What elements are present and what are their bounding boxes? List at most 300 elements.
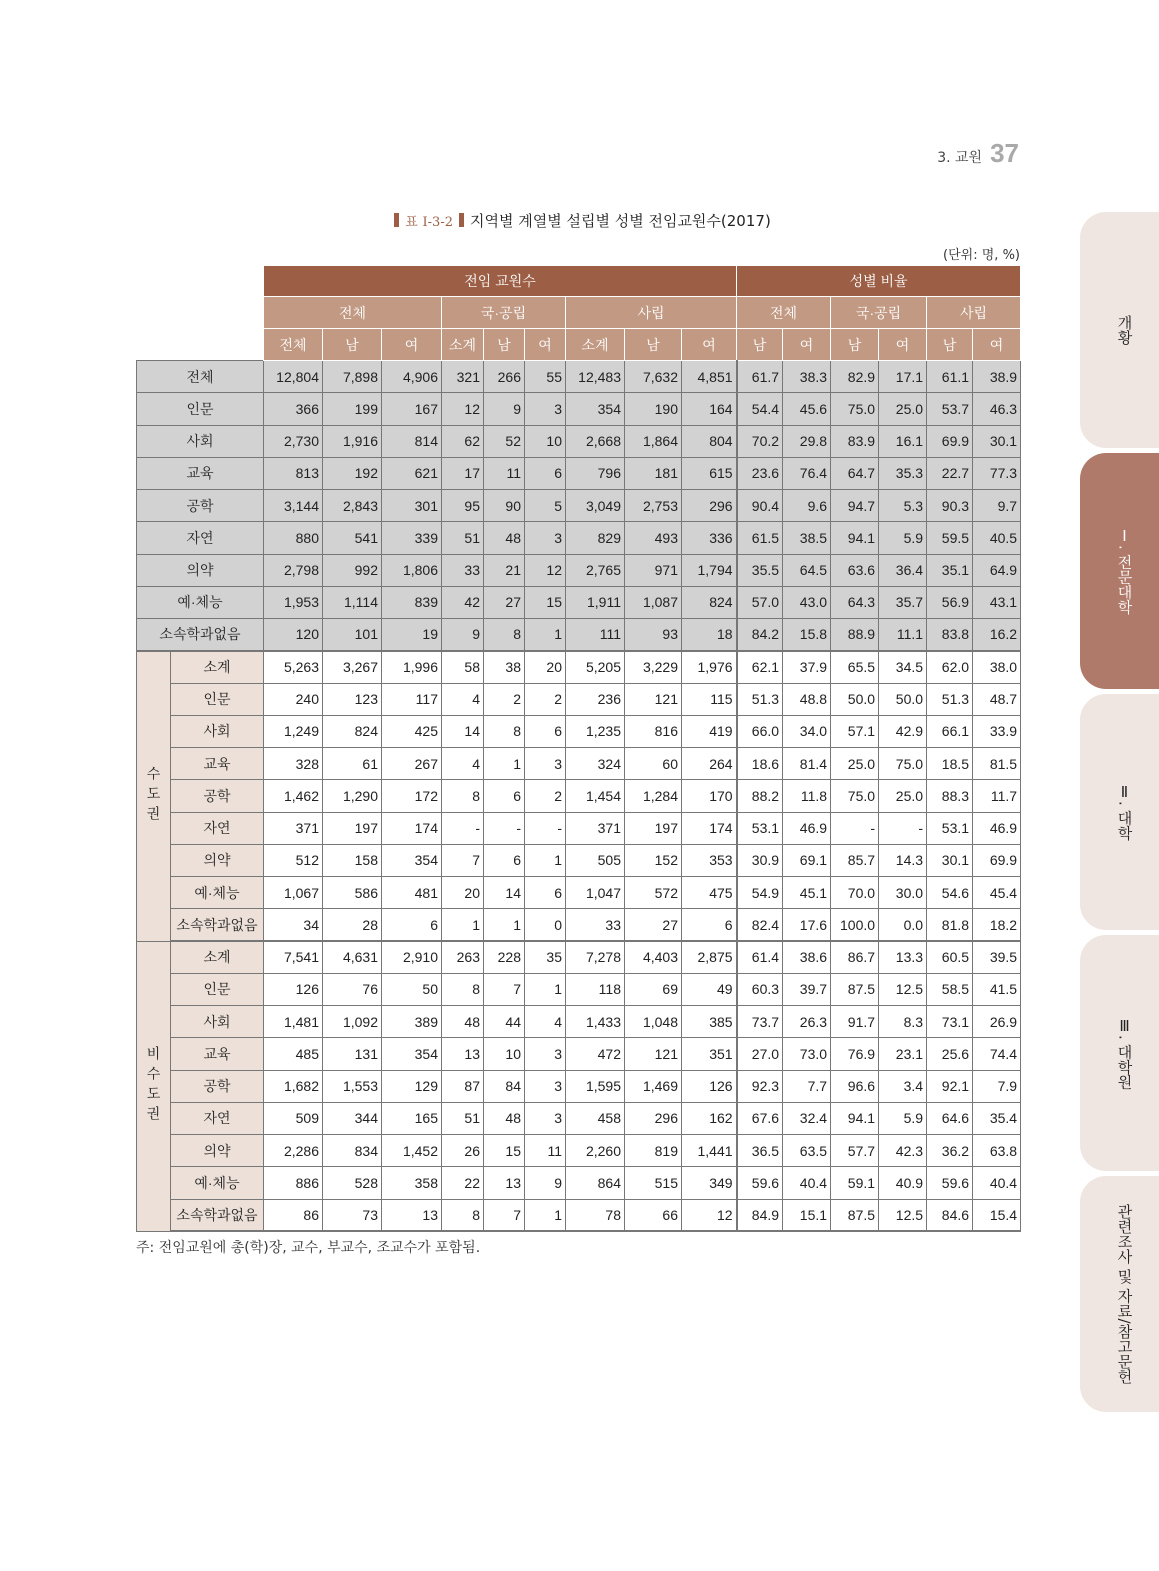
column-header: 남 — [625, 329, 682, 361]
table-cell: 25.0 — [879, 393, 927, 425]
table-cell: 11 — [525, 1135, 566, 1167]
table-cell: 62.1 — [737, 651, 783, 683]
table-cell: 228 — [484, 941, 525, 973]
table-cell: 458 — [566, 1102, 625, 1134]
table-cell: 7,632 — [625, 361, 682, 393]
table-cell: 21 — [484, 554, 525, 586]
table-cell: 18.5 — [927, 748, 973, 780]
table-cell: 131 — [323, 1038, 382, 1070]
table-cell: 45.1 — [783, 877, 831, 909]
table-cell: 839 — [382, 586, 442, 618]
table-cell: 56.9 — [927, 586, 973, 618]
table-cell: 8.3 — [879, 1006, 927, 1038]
table-cell: 358 — [382, 1167, 442, 1199]
table-cell: 63.5 — [783, 1135, 831, 1167]
table-cell: 96.6 — [831, 1070, 879, 1102]
table-cell: 63.6 — [831, 554, 879, 586]
table-cell: 90.3 — [927, 490, 973, 522]
table-cell: 199 — [323, 393, 382, 425]
table-cell: 9.6 — [783, 490, 831, 522]
table-cell: 541 — [323, 522, 382, 554]
table-cell: 4,906 — [382, 361, 442, 393]
table-cell: 1,595 — [566, 1070, 625, 1102]
header-faculty-count: 전임 교원수 — [264, 266, 737, 297]
row-label: 전체 — [137, 361, 264, 393]
table-cell: 971 — [625, 554, 682, 586]
table-cell: 15 — [484, 1135, 525, 1167]
table-cell: 796 — [566, 457, 625, 489]
table-cell: 2,730 — [264, 425, 323, 457]
table-cell: 87.5 — [831, 1199, 879, 1231]
table-cell: 1 — [525, 973, 566, 1005]
table-cell: 6 — [484, 844, 525, 876]
row-label: 소속학과없음 — [137, 619, 264, 651]
row-label: 교육 — [171, 748, 264, 780]
table-cell: 11 — [484, 457, 525, 489]
column-header: 여 — [973, 329, 1021, 361]
table-cell: 50.0 — [831, 683, 879, 715]
table-cell: 6 — [525, 715, 566, 747]
table-cell: 35.4 — [973, 1102, 1021, 1134]
table-cell: 15 — [525, 586, 566, 618]
table-cell: 263 — [442, 941, 484, 973]
side-tab-label: Ⅲ. 대학원 — [1115, 1016, 1134, 1090]
table-cell: 3,144 — [264, 490, 323, 522]
table-cell: 121 — [625, 1038, 682, 1070]
table-cell: 75.0 — [879, 748, 927, 780]
table-cell: 1,806 — [382, 554, 442, 586]
column-header: 남 — [831, 329, 879, 361]
table-row — [137, 683, 1021, 715]
table-cell: 192 — [323, 457, 382, 489]
table-cell: 509 — [264, 1102, 323, 1134]
table-cell: 61.1 — [927, 361, 973, 393]
table-cell: 85.7 — [831, 844, 879, 876]
table-cell: 17.1 — [879, 361, 927, 393]
table-cell: 7 — [442, 844, 484, 876]
table-cell: 419 — [682, 715, 737, 747]
table-cell: 86.7 — [831, 941, 879, 973]
table-cell: 123 — [323, 683, 382, 715]
table-cell: 813 — [264, 457, 323, 489]
table-cell: 8 — [442, 973, 484, 1005]
table-cell: 48 — [484, 522, 525, 554]
table-row — [137, 973, 1021, 1005]
table-cell: 3 — [525, 1070, 566, 1102]
table-cell: 59.6 — [737, 1167, 783, 1199]
table-cell: 87 — [442, 1070, 484, 1102]
page-header — [937, 138, 1019, 169]
table-row — [137, 909, 1021, 941]
row-label: 예·체능 — [171, 1167, 264, 1199]
table-cell: 2,260 — [566, 1135, 625, 1167]
row-label: 소계 — [171, 941, 264, 973]
table-cell: 35.5 — [737, 554, 783, 586]
side-tab[interactable] — [1080, 453, 1159, 689]
table-cell: 63.8 — [973, 1135, 1021, 1167]
table-cell: 0.0 — [879, 909, 927, 941]
table-cell: 117 — [382, 683, 442, 715]
table-cell: 12.5 — [879, 973, 927, 1005]
table-cell: 51.3 — [927, 683, 973, 715]
table-cell: 1,481 — [264, 1006, 323, 1038]
row-label: 소계 — [171, 651, 264, 683]
table-cell: 94.1 — [831, 522, 879, 554]
table-cell: 4,631 — [323, 941, 382, 973]
table-cell: 126 — [682, 1070, 737, 1102]
table-cell: 61 — [323, 748, 382, 780]
table-cell: 385 — [682, 1006, 737, 1038]
table-cell: 14.3 — [879, 844, 927, 876]
table-row — [137, 844, 1021, 876]
table-cell: 30.1 — [973, 425, 1021, 457]
unit-label: (단위: 명, %) — [943, 248, 1020, 263]
table-row — [137, 490, 1021, 522]
table-cell: 20 — [442, 877, 484, 909]
table-cell: 33 — [566, 909, 625, 941]
table-cell: 30.1 — [927, 844, 973, 876]
table-row — [137, 522, 1021, 554]
table-cell: 6 — [682, 909, 737, 941]
table-cell: 2,798 — [264, 554, 323, 586]
table-cell: 301 — [382, 490, 442, 522]
table-cell: 35.1 — [927, 554, 973, 586]
table-cell: 834 — [323, 1135, 382, 1167]
table-cell: 165 — [382, 1102, 442, 1134]
table-cell: 864 — [566, 1167, 625, 1199]
table-cell: 1 — [484, 748, 525, 780]
table-cell: 5,205 — [566, 651, 625, 683]
region-label: 비수도권 — [137, 941, 171, 1231]
table-cell: 336 — [682, 522, 737, 554]
table-cell: 20 — [525, 651, 566, 683]
table-title-text: 지역별 계열별 설립별 성별 전임교원수(2017) — [470, 212, 771, 230]
table-cell: 25.0 — [879, 780, 927, 812]
table-cell: 70.0 — [831, 877, 879, 909]
table-cell: 36.4 — [879, 554, 927, 586]
table-cell: 34.0 — [783, 715, 831, 747]
table-cell: 880 — [264, 522, 323, 554]
table-cell: 64.6 — [927, 1102, 973, 1134]
table-cell: 126 — [264, 973, 323, 1005]
table-cell: 1,454 — [566, 780, 625, 812]
table-cell: 3.4 — [879, 1070, 927, 1102]
table-cell: 33 — [442, 554, 484, 586]
row-label: 공학 — [171, 1070, 264, 1102]
table-cell: 6 — [525, 457, 566, 489]
table-cell: 1,441 — [682, 1135, 737, 1167]
row-label: 예·체능 — [137, 586, 264, 618]
table-cell: 7 — [484, 973, 525, 1005]
section-label: 3. 교원 — [937, 150, 983, 166]
table-cell: 1,114 — [323, 586, 382, 618]
table-cell: 190 — [625, 393, 682, 425]
table-cell: 52 — [484, 425, 525, 457]
table-row — [137, 457, 1021, 489]
table-cell: 73.7 — [737, 1006, 783, 1038]
table-row — [137, 393, 1021, 425]
table-cell: 174 — [382, 812, 442, 844]
table-cell: 1,469 — [625, 1070, 682, 1102]
table-cell: 2,875 — [682, 941, 737, 973]
table-cell: 324 — [566, 748, 625, 780]
row-label: 의약 — [171, 1135, 264, 1167]
table-cell: 42.3 — [879, 1135, 927, 1167]
table-cell: 58 — [442, 651, 484, 683]
table-cell: 95 — [442, 490, 484, 522]
table-cell: 572 — [625, 877, 682, 909]
table-cell: 90 — [484, 490, 525, 522]
side-tab[interactable] — [1080, 935, 1159, 1171]
table-cell: 1,092 — [323, 1006, 382, 1038]
table-cell: 7.7 — [783, 1070, 831, 1102]
table-cell: 816 — [625, 715, 682, 747]
table-cell: 328 — [264, 748, 323, 780]
table-cell: 28 — [323, 909, 382, 941]
table-cell: 76.9 — [831, 1038, 879, 1070]
column-header: 소계 — [442, 329, 484, 361]
table-cell: 59.6 — [927, 1167, 973, 1199]
table-cell: 84.2 — [737, 619, 783, 651]
table-cell: 53.1 — [927, 812, 973, 844]
table-cell: 15.1 — [783, 1199, 831, 1231]
table-cell: 12 — [442, 393, 484, 425]
table-row — [137, 651, 1021, 683]
table-cell: 4 — [442, 683, 484, 715]
table-row — [137, 586, 1021, 618]
row-label: 자연 — [171, 812, 264, 844]
table-cell: 64.7 — [831, 457, 879, 489]
table-cell: 366 — [264, 393, 323, 425]
row-label: 의약 — [171, 844, 264, 876]
table-cell: 43.1 — [973, 586, 1021, 618]
table-cell: 54.4 — [737, 393, 783, 425]
table-cell: 8 — [442, 780, 484, 812]
table-cell: 4,403 — [625, 941, 682, 973]
side-tab[interactable] — [1080, 694, 1159, 930]
table-cell: 586 — [323, 877, 382, 909]
table-cell: 1 — [525, 844, 566, 876]
table-cell: 46.3 — [973, 393, 1021, 425]
table-cell: 43.0 — [783, 586, 831, 618]
row-label: 인문 — [137, 393, 264, 425]
table-cell: 84.6 — [927, 1199, 973, 1231]
table-cell: 48.7 — [973, 683, 1021, 715]
table-cell: 2 — [525, 683, 566, 715]
table-cell: 46.9 — [973, 812, 1021, 844]
table-cell: 49 — [682, 973, 737, 1005]
table-cell: 10 — [484, 1038, 525, 1070]
table-cell: 29.8 — [783, 425, 831, 457]
table-cell: 78 — [566, 1199, 625, 1231]
data-table — [136, 265, 1021, 1232]
table-cell: 11.8 — [783, 780, 831, 812]
table-cell: - — [525, 812, 566, 844]
table-cell: 5.9 — [879, 1102, 927, 1134]
table-cell: 22 — [442, 1167, 484, 1199]
table-cell: 27 — [625, 909, 682, 941]
row-label: 의약 — [137, 554, 264, 586]
column-header: 여 — [783, 329, 831, 361]
table-cell: 14 — [442, 715, 484, 747]
table-cell: 65.5 — [831, 651, 879, 683]
side-tab-label: Ⅱ. 대학 — [1115, 783, 1134, 841]
table-cell: 64.9 — [973, 554, 1021, 586]
table-cell: 264 — [682, 748, 737, 780]
table-cell: 296 — [625, 1102, 682, 1134]
table-cell: 354 — [566, 393, 625, 425]
table-cell: 40.5 — [973, 522, 1021, 554]
side-tab[interactable] — [1080, 1176, 1159, 1412]
table-row — [137, 941, 1021, 973]
table-cell: 12,804 — [264, 361, 323, 393]
table-cell: 54.9 — [737, 877, 783, 909]
table-cell: 11.1 — [879, 619, 927, 651]
table-cell: 172 — [382, 780, 442, 812]
region-label: 수도권 — [137, 651, 171, 941]
table-cell: 90.4 — [737, 490, 783, 522]
table-cell: 493 — [625, 522, 682, 554]
table-cell: 121 — [625, 683, 682, 715]
table-cell: 1,249 — [264, 715, 323, 747]
table-cell: 18 — [682, 619, 737, 651]
table-row — [137, 425, 1021, 457]
table-cell: 2,910 — [382, 941, 442, 973]
row-label: 소속학과없음 — [171, 1199, 264, 1231]
table-cell: 2,843 — [323, 490, 382, 522]
row-label: 예·체능 — [171, 877, 264, 909]
table-cell: 829 — [566, 522, 625, 554]
table-row — [137, 361, 1021, 393]
table-cell: 1,433 — [566, 1006, 625, 1038]
table-cell: 69.9 — [927, 425, 973, 457]
table-cell: 76 — [323, 973, 382, 1005]
row-label: 교육 — [137, 457, 264, 489]
table-cell: 1,087 — [625, 586, 682, 618]
table-cell: 1,916 — [323, 425, 382, 457]
table-cell: 35.3 — [879, 457, 927, 489]
table-cell: 8 — [442, 1199, 484, 1231]
table-cell: 5.3 — [879, 490, 927, 522]
table-cell: 73.1 — [927, 1006, 973, 1038]
side-tab-label: 관련조사 및 자료/참고문헌 — [1115, 1204, 1134, 1384]
table-cell: 101 — [323, 619, 382, 651]
table-cell: 485 — [264, 1038, 323, 1070]
table-cell: 12 — [525, 554, 566, 586]
table-cell: 472 — [566, 1038, 625, 1070]
column-header: 전체 — [264, 329, 323, 361]
header-sub: 전체 — [737, 297, 831, 329]
table-cell: - — [484, 812, 525, 844]
title-bar-marker — [459, 213, 464, 227]
table-cell: 62 — [442, 425, 484, 457]
table-cell: 92.3 — [737, 1070, 783, 1102]
table-cell: 51 — [442, 1102, 484, 1134]
header-sub: 국·공립 — [831, 297, 927, 329]
table-cell: 82.9 — [831, 361, 879, 393]
side-tab[interactable] — [1080, 212, 1159, 448]
table-cell: 12.5 — [879, 1199, 927, 1231]
table-cell: 7,898 — [323, 361, 382, 393]
page-number: 37 — [990, 138, 1019, 168]
table-row — [137, 1167, 1021, 1199]
table-cell: 81.8 — [927, 909, 973, 941]
column-header: 소계 — [566, 329, 625, 361]
table-cell: 53.7 — [927, 393, 973, 425]
table-cell: - — [831, 812, 879, 844]
column-header: 남 — [927, 329, 973, 361]
table-cell: 35 — [525, 941, 566, 973]
table-cell: 621 — [382, 457, 442, 489]
table-cell: 25.6 — [927, 1038, 973, 1070]
table-cell: 819 — [625, 1135, 682, 1167]
table-cell: 23.1 — [879, 1038, 927, 1070]
table-cell: 61.4 — [737, 941, 783, 973]
row-label: 교육 — [171, 1038, 264, 1070]
table-cell: 38.9 — [973, 361, 1021, 393]
table-cell: 174 — [682, 812, 737, 844]
column-header: 여 — [525, 329, 566, 361]
table-cell: 34 — [264, 909, 323, 941]
table-row — [137, 554, 1021, 586]
table-cell: 2 — [525, 780, 566, 812]
table-cell: 824 — [682, 586, 737, 618]
table-cell: 8 — [484, 619, 525, 651]
table-cell: 354 — [382, 844, 442, 876]
table-cell: 69.1 — [783, 844, 831, 876]
table-cell: 93 — [625, 619, 682, 651]
table-cell: 51 — [442, 522, 484, 554]
table-cell: 129 — [382, 1070, 442, 1102]
table-cell: 61.7 — [737, 361, 783, 393]
table-cell: 61.5 — [737, 522, 783, 554]
table-cell: 170 — [682, 780, 737, 812]
table-cell: 39.7 — [783, 973, 831, 1005]
table-cell: 77.3 — [973, 457, 1021, 489]
table-cell: 2 — [484, 683, 525, 715]
table-cell: 6 — [484, 780, 525, 812]
table-cell: 7 — [484, 1199, 525, 1231]
table-cell: 32.4 — [783, 1102, 831, 1134]
table-cell: 886 — [264, 1167, 323, 1199]
table-cell: 15.4 — [973, 1199, 1021, 1231]
table-cell: 353 — [682, 844, 737, 876]
table-cell: 7.9 — [973, 1070, 1021, 1102]
table-cell: 55 — [525, 361, 566, 393]
header-blank — [137, 266, 264, 361]
table-cell: 58.5 — [927, 973, 973, 1005]
row-label: 인문 — [171, 683, 264, 715]
table-cell: 88.9 — [831, 619, 879, 651]
table-row — [137, 1102, 1021, 1134]
row-label: 사회 — [171, 1006, 264, 1038]
table-cell: 30.9 — [737, 844, 783, 876]
table-cell: 1,996 — [382, 651, 442, 683]
table-cell: 267 — [382, 748, 442, 780]
table-cell: 354 — [382, 1038, 442, 1070]
table-cell: 94.1 — [831, 1102, 879, 1134]
table-cell: 118 — [566, 973, 625, 1005]
table-title — [0, 210, 1159, 231]
row-label: 사회 — [171, 715, 264, 747]
table-cell: 266 — [484, 361, 525, 393]
row-label: 소속학과없음 — [171, 909, 264, 941]
table-cell: 100.0 — [831, 909, 879, 941]
table-cell: 50.0 — [879, 683, 927, 715]
table-note: 주: 전임교원에 총(학)장, 교수, 부교수, 조교수가 포함됨. — [136, 1240, 481, 1256]
table-cell: 804 — [682, 425, 737, 457]
table-cell: 5,263 — [264, 651, 323, 683]
